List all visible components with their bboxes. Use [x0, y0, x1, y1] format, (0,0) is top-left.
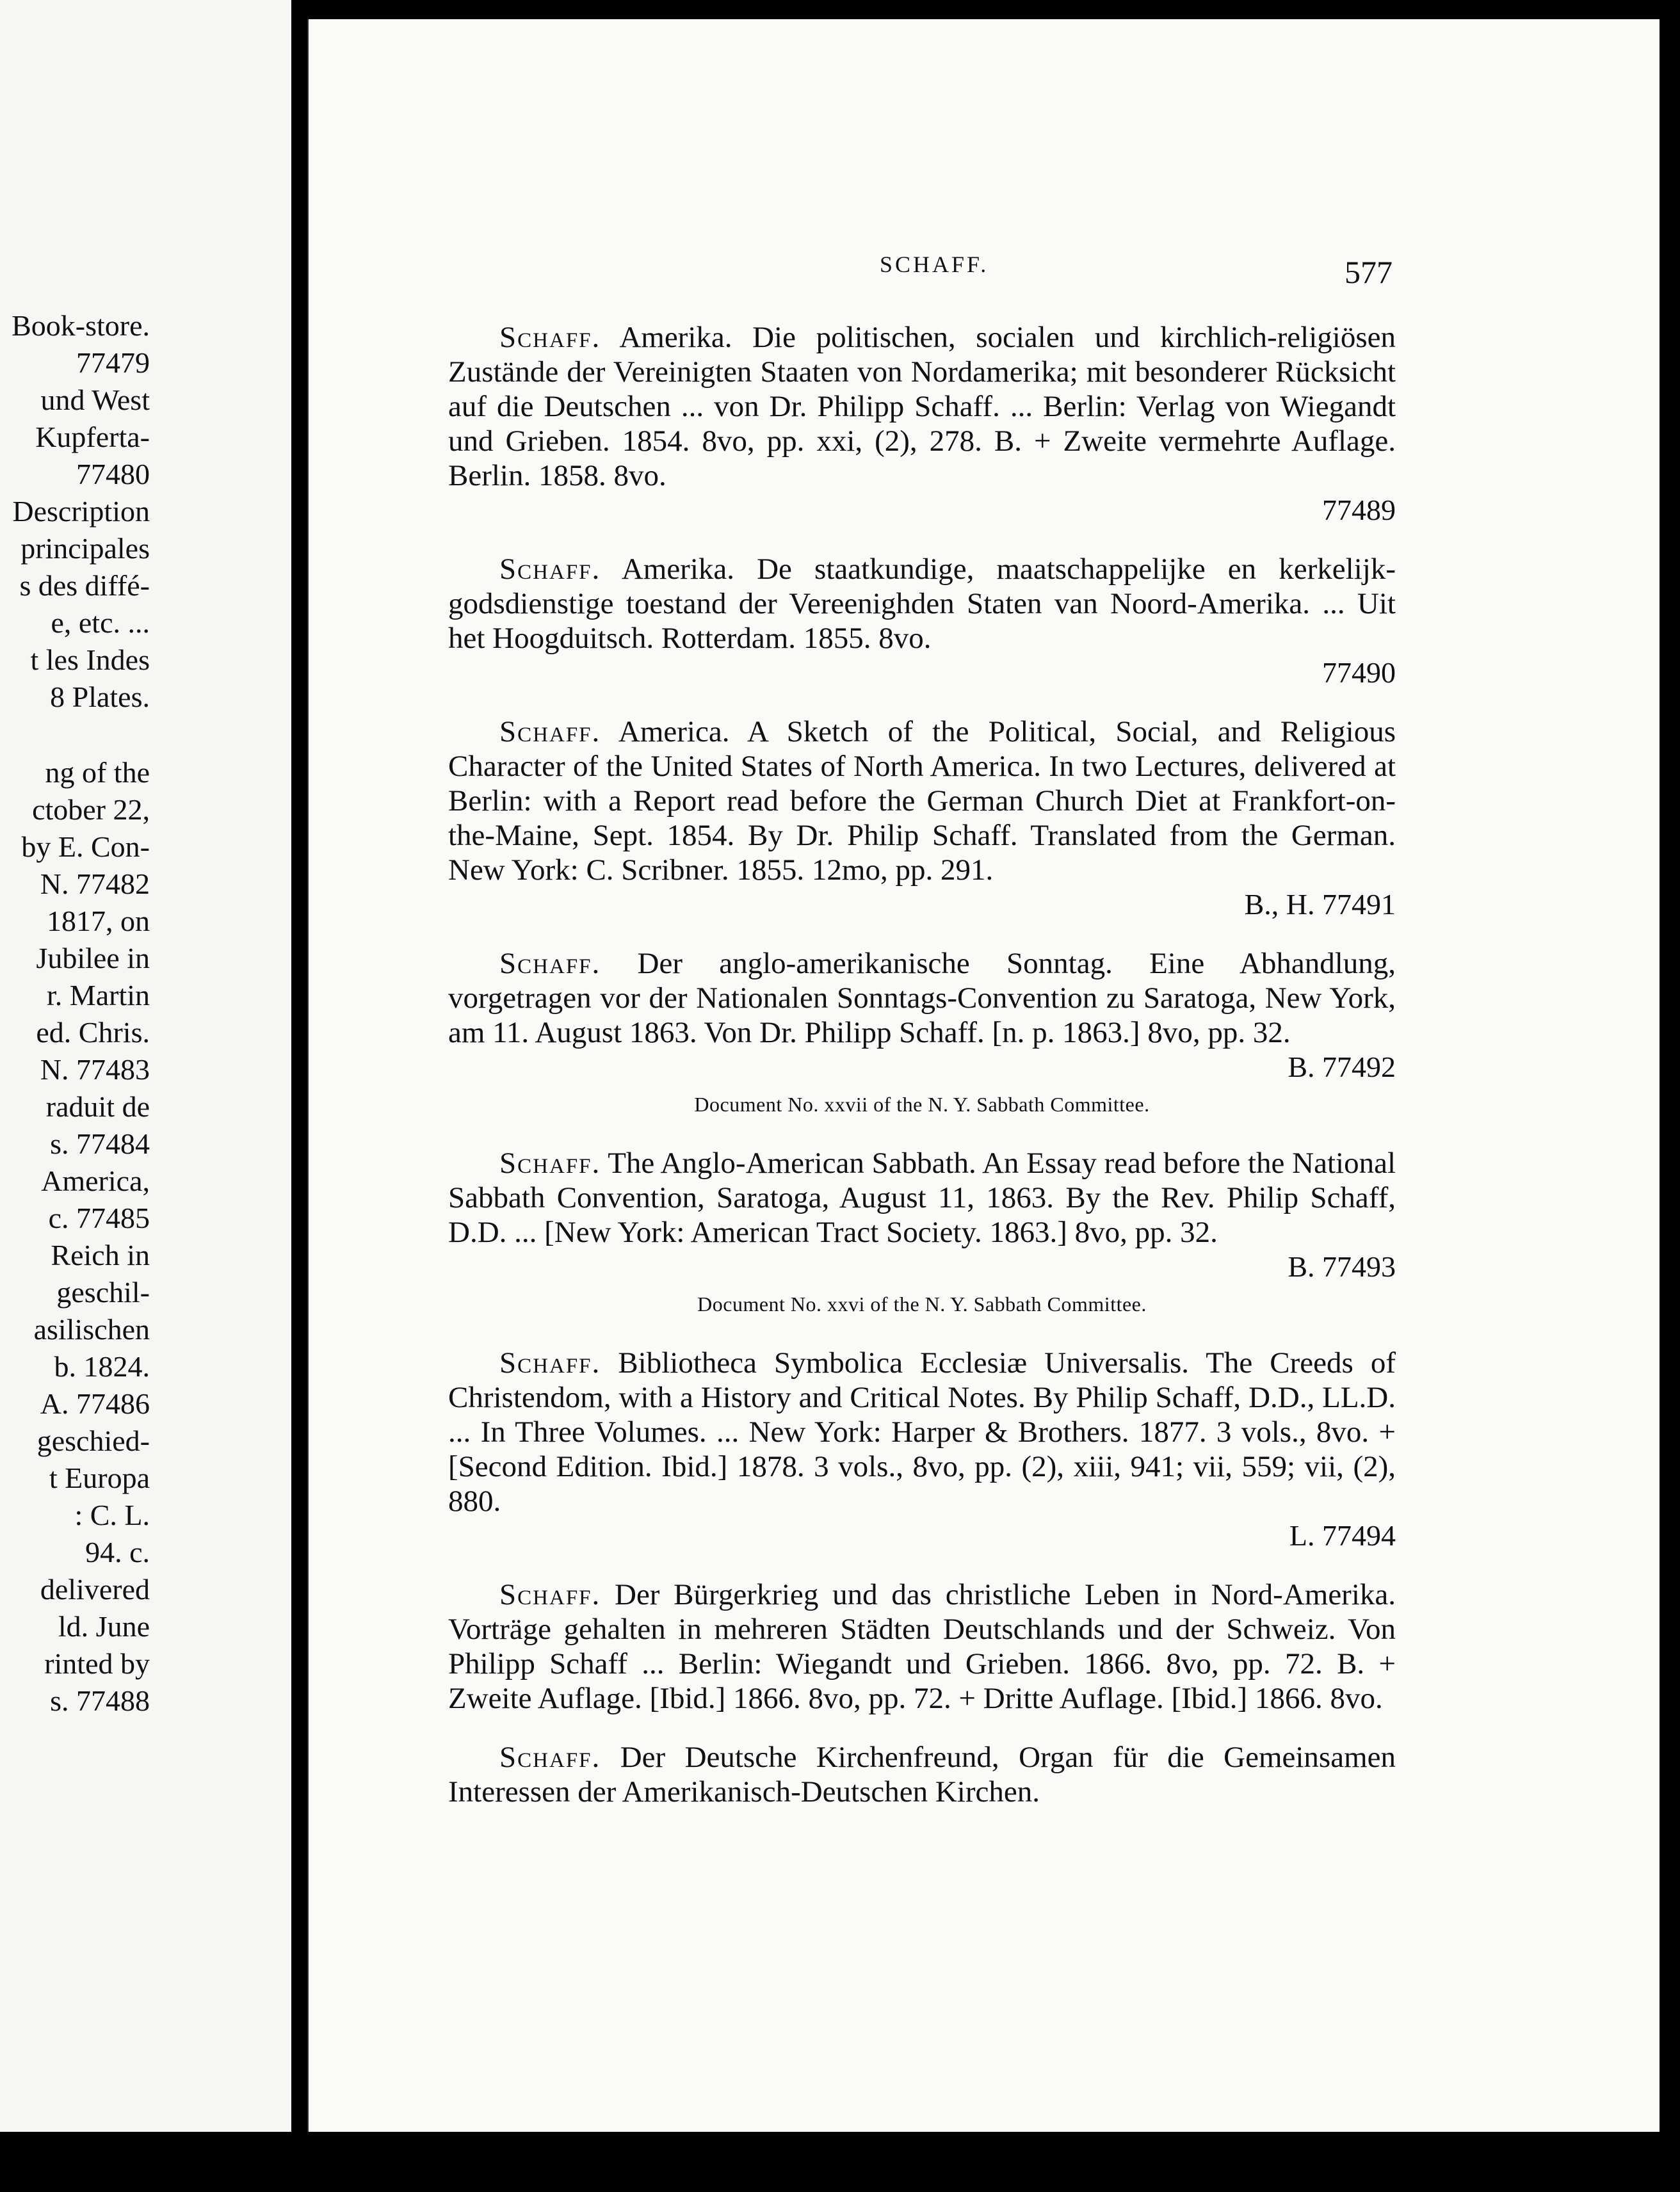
entry-number: 77490 — [1322, 656, 1396, 689]
left-page-line: principales — [20, 532, 150, 565]
entry-text: Bibliotheca Symbolica Ecclesiæ Universalis. The Creeds of Christendom, with a History and Critical Notes. By Philip Schaff, D.D., LL.D. ... In Three Volumes. ... New York: Harper & Brothers. 1877. 3 vols., 8vo. + [Second Edition. Ibid.] 1878. 3 vols., 8vo, pp. (2), xiii, 941; vii, 559; vii, (2), 880. — [448, 1346, 1396, 1518]
entry-text: Amerika. Die politischen, socialen und kirchlich-religiösen Zustände der Vereinigten Staaten von Nordamerika; mit besonderer Rücksicht auf die Deutschen ... von Dr. Philipp Schaff. ... Berlin: Verlag von Wiegandt und Grieben. 1854. 8vo, pp. xxi, (2), 278. B. + Zweite vermehrte Auflage. Berlin. 1858. 8vo. — [448, 321, 1396, 492]
entry-number: L. 77494 — [1289, 1519, 1396, 1552]
left-page-line: Book-store. — [12, 309, 150, 342]
left-page-line: und West — [40, 383, 150, 416]
running-head: SCHAFF. — [880, 252, 989, 277]
left-page-line: ng of the — [45, 756, 150, 789]
left-page-line: N. 77482 — [40, 867, 150, 900]
entry — [448, 1740, 1396, 1809]
left-page-line: Jubilee in — [36, 942, 150, 974]
left-page-line: America, — [41, 1164, 150, 1197]
entry-text: Der Bürgerkrieg und das christliche Leben in Nord-Amerika. Vorträge gehalten in mehreren Städten Deutschlands und der Schweiz. Von Philipp Schaff ... Berlin: Wiegandt und Grieben. 1866. 8vo, pp. 72. B. + Zweite Auflage. [Ibid.] 1866. 8vo, pp. 72. + Dritte Auflage. [Ibid.] 1866. 8vo. — [448, 1578, 1396, 1715]
left-page-line: Description — [12, 495, 150, 528]
entry — [448, 714, 1396, 922]
entry — [448, 1346, 1396, 1553]
left-page-line: 94. c. — [85, 1536, 150, 1568]
entry — [448, 1577, 1396, 1716]
entry-text: America. A Sketch of the Political, Social, and Religious Character of the United States of North America. In two Lectures, delivered at Berlin: with a Report read before the German Church Diet at Frankfort-on-the-Maine, Sept. 1854. By Dr. Philip Schaff. Translated from the German. New York: C. Scribner. 1855. 12mo, pp. 291. — [448, 715, 1396, 887]
left-page-line: c. 77485 — [48, 1202, 150, 1234]
left-page-line: Reich in — [51, 1239, 150, 1271]
left-page-line: by E. Con- — [21, 830, 150, 863]
left-page-line: 77480 — [76, 458, 150, 490]
left-page-line: e, etc. ... — [51, 606, 150, 639]
entry — [448, 320, 1396, 528]
left-page-line: 8 Plates. — [50, 681, 150, 713]
left-page-line: t Europa — [49, 1462, 150, 1494]
left-page-line: ld. June — [58, 1610, 150, 1643]
left-page-line: r. Martin — [47, 979, 150, 1011]
left-page-line: A. 77486 — [40, 1387, 150, 1420]
entry-text: Amerika. De staatkundige, maatschappelijke en kerkelijk-godsdienstige toestand der Vereenighden Staten van Noord-Amerika. ... Uit het Hoogduitsch. Rotterdam. 1855. 8vo. — [448, 552, 1396, 655]
entry-heading: Schaff. — [499, 321, 601, 354]
left-page-line: geschil- — [56, 1276, 150, 1309]
left-page-line: raduit de — [45, 1090, 150, 1123]
entry-heading: Schaff. — [499, 715, 601, 748]
left-page-line: rinted by — [44, 1647, 150, 1680]
left-page-line: : C. L. — [74, 1499, 150, 1531]
left-page-line: ctober 22, — [32, 793, 150, 826]
entry-heading: Schaff. — [499, 1741, 601, 1774]
left-page-line: geschied- — [36, 1424, 150, 1457]
left-page-line — [0, 716, 150, 754]
left-page-line: asilischen — [33, 1313, 150, 1346]
entry-heading: Schaff. — [499, 947, 601, 980]
entry-number: B. 77493 — [1288, 1250, 1396, 1283]
left-page-line: b. 1824. — [54, 1350, 150, 1383]
left-page — [0, 0, 295, 2132]
entry-heading: Schaff. — [499, 1147, 601, 1180]
entry-note: Document No. xxvii of the N. Y. Sabbath Committee. — [694, 1093, 1150, 1116]
entry — [448, 946, 1396, 1122]
bibliography-entries — [448, 320, 1396, 1833]
left-page-line: 1817, on — [47, 905, 150, 937]
left-page-line: 77479 — [76, 346, 150, 379]
left-page-line: s. 77488 — [50, 1684, 150, 1717]
page-number: 577 — [1345, 254, 1393, 290]
left-page-text — [0, 307, 150, 1720]
left-page-line: s des diffé- — [19, 569, 150, 602]
entry-text: The Anglo-American Sabbath. An Essay read before the National Sabbath Convention, Saratoga, August 11, 1863. By the Rev. Philip Schaff, D.D. ... [New York: American Tract Society. 1863.] 8vo, pp. 32. — [448, 1147, 1396, 1249]
entry-heading: Schaff. — [499, 1578, 601, 1611]
left-page-line: delivered — [40, 1573, 150, 1606]
left-page-line: Kupferta- — [35, 421, 150, 453]
entry-number: B. 77492 — [1288, 1051, 1396, 1083]
left-page-line: s. 77484 — [50, 1127, 150, 1160]
left-page-line: ed. Chris. — [36, 1016, 150, 1049]
entry — [448, 552, 1396, 690]
entry-text: Der anglo-amerikanische Sonntag. Eine Abhandlung, vorgetragen vor der Nationalen Sonntags-Convention zu Saratoga, New York, am 11. August 1863. Von Dr. Philipp Schaff. [n. p. 1863.] 8vo, pp. 32. — [448, 947, 1396, 1049]
left-page-line: t les Indes — [30, 643, 150, 676]
entry-number: B., H. 77491 — [1244, 888, 1396, 921]
entry-heading: Schaff. — [499, 552, 601, 586]
entry-text: Der Deutsche Kirchenfreund, Organ für die Gemeinsamen Interessen der Amerikanisch-Deutschen Kirchen. — [448, 1741, 1396, 1809]
entry-number: 77489 — [1322, 494, 1396, 526]
entry — [448, 1146, 1396, 1321]
entry-note: Document No. xxvi of the N. Y. Sabbath Committee. — [697, 1293, 1147, 1316]
left-page-line: N. 77483 — [40, 1053, 150, 1086]
entry-heading: Schaff. — [499, 1346, 601, 1380]
